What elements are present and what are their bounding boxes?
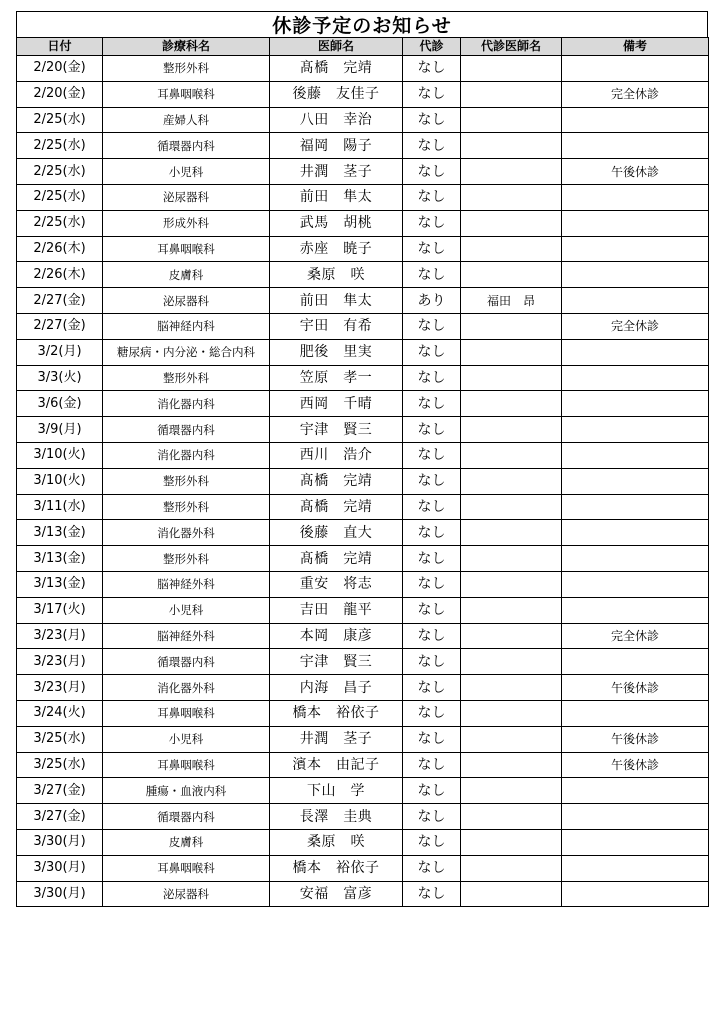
row-doctor: 濱本 由記子: [270, 752, 403, 778]
row-doctor: 重安 将志: [270, 571, 403, 597]
row-department: 整形外科: [103, 546, 270, 572]
row-note: [562, 236, 709, 262]
row-note: [562, 417, 709, 443]
row-department: 消化器内科: [103, 391, 270, 417]
row-department: 循環器内科: [103, 133, 270, 159]
table-row: [17, 417, 709, 443]
row-note: 午後休診: [562, 159, 709, 185]
row-department: 腫瘍・血液内科: [103, 778, 270, 804]
table-row: [17, 107, 709, 133]
row-substitute: なし: [403, 881, 461, 907]
row-department: 泌尿器科: [103, 881, 270, 907]
row-substitute: なし: [403, 546, 461, 572]
row-department: 糖尿病・内分泌・総合内科: [103, 339, 270, 365]
header-date: 日付: [17, 38, 103, 56]
row-substitute-doctor: [461, 778, 562, 804]
row-department: 整形外科: [103, 468, 270, 494]
row-doctor: 西岡 千晴: [270, 391, 403, 417]
row-note: [562, 210, 709, 236]
row-substitute-doctor: [461, 391, 562, 417]
row-substitute-doctor: [461, 804, 562, 830]
row-note: [562, 855, 709, 881]
header-substitute-doctor: 代診医師名: [461, 38, 562, 56]
table-row: [17, 520, 709, 546]
row-doctor: 桑原 咲: [270, 262, 403, 288]
row-substitute: なし: [403, 829, 461, 855]
row-date: 3/23(月): [17, 675, 103, 701]
page-title: 休診予定のお知らせ: [16, 11, 708, 37]
row-note: [562, 881, 709, 907]
row-note: [562, 597, 709, 623]
row-department: 耳鼻咽喉科: [103, 752, 270, 778]
row-doctor: 桑原 咲: [270, 829, 403, 855]
table-row: [17, 778, 709, 804]
row-substitute: なし: [403, 236, 461, 262]
row-doctor: 前田 隼太: [270, 288, 403, 314]
row-department: 泌尿器科: [103, 184, 270, 210]
row-department: 消化器外科: [103, 520, 270, 546]
row-note: [562, 133, 709, 159]
row-date: 3/23(月): [17, 623, 103, 649]
row-date: 3/30(月): [17, 829, 103, 855]
table-row: [17, 81, 709, 107]
row-department: 脳神経外科: [103, 623, 270, 649]
row-department: 整形外科: [103, 494, 270, 520]
row-doctor: 長澤 圭典: [270, 804, 403, 830]
row-doctor: 宇津 賢三: [270, 417, 403, 443]
row-note: [562, 468, 709, 494]
row-date: 3/11(水): [17, 494, 103, 520]
row-doctor: 髙橋 完靖: [270, 56, 403, 82]
row-department: 耳鼻咽喉科: [103, 855, 270, 881]
row-department: 小児科: [103, 159, 270, 185]
row-department: 循環器内科: [103, 417, 270, 443]
row-doctor: 髙橋 完靖: [270, 494, 403, 520]
row-substitute: なし: [403, 726, 461, 752]
row-substitute: なし: [403, 210, 461, 236]
header-substitute: 代診: [403, 38, 461, 56]
row-substitute-doctor: [461, 210, 562, 236]
row-doctor: 笠原 孝一: [270, 365, 403, 391]
row-substitute: なし: [403, 675, 461, 701]
row-date: 3/10(火): [17, 442, 103, 468]
table-row: [17, 391, 709, 417]
row-date: 2/25(水): [17, 184, 103, 210]
table-row: [17, 726, 709, 752]
row-substitute-doctor: [461, 881, 562, 907]
row-substitute-doctor: [461, 313, 562, 339]
row-department: 脳神経内科: [103, 313, 270, 339]
row-substitute: なし: [403, 133, 461, 159]
row-substitute-doctor: [461, 81, 562, 107]
row-note: [562, 442, 709, 468]
row-substitute-doctor: [461, 107, 562, 133]
row-substitute: なし: [403, 159, 461, 185]
row-substitute-doctor: [461, 262, 562, 288]
row-doctor: 髙橋 完靖: [270, 468, 403, 494]
row-doctor: 安福 富彦: [270, 881, 403, 907]
row-date: 2/25(水): [17, 210, 103, 236]
row-substitute-doctor: [461, 56, 562, 82]
row-note: [562, 107, 709, 133]
row-note: [562, 391, 709, 417]
row-date: 3/24(火): [17, 700, 103, 726]
row-note: [562, 184, 709, 210]
row-substitute-doctor: [461, 649, 562, 675]
row-date: 3/13(金): [17, 520, 103, 546]
row-substitute-doctor: [461, 184, 562, 210]
row-date: 3/25(水): [17, 726, 103, 752]
table-row: [17, 649, 709, 675]
row-note: [562, 339, 709, 365]
table-row: [17, 881, 709, 907]
row-substitute-doctor: [461, 468, 562, 494]
row-department: 泌尿器科: [103, 288, 270, 314]
row-doctor: 髙橋 完靖: [270, 546, 403, 572]
row-note: [562, 56, 709, 82]
row-department: 循環器内科: [103, 804, 270, 830]
row-substitute: なし: [403, 107, 461, 133]
row-doctor: 橋本 裕依子: [270, 700, 403, 726]
schedule-sheet: [16, 11, 708, 907]
row-doctor: 内海 昌子: [270, 675, 403, 701]
row-department: 脳神経外科: [103, 571, 270, 597]
row-department: 小児科: [103, 726, 270, 752]
row-substitute: なし: [403, 262, 461, 288]
row-department: 消化器内科: [103, 442, 270, 468]
row-department: 耳鼻咽喉科: [103, 81, 270, 107]
row-substitute: なし: [403, 56, 461, 82]
row-substitute: なし: [403, 365, 461, 391]
row-substitute-doctor: [461, 829, 562, 855]
row-date: 3/13(金): [17, 571, 103, 597]
row-date: 3/30(月): [17, 881, 103, 907]
row-substitute-doctor: 福田 昂: [461, 288, 562, 314]
row-substitute: なし: [403, 391, 461, 417]
table-row: [17, 313, 709, 339]
row-substitute-doctor: [461, 546, 562, 572]
row-date: 3/17(火): [17, 597, 103, 623]
header-doctor: 医師名: [270, 38, 403, 56]
table-row: [17, 468, 709, 494]
row-date: 2/25(水): [17, 133, 103, 159]
row-substitute: なし: [403, 417, 461, 443]
row-note: 完全休診: [562, 81, 709, 107]
row-doctor: 後藤 友佳子: [270, 81, 403, 107]
row-note: [562, 571, 709, 597]
table-row: [17, 623, 709, 649]
row-date: 3/13(金): [17, 546, 103, 572]
table-row: [17, 494, 709, 520]
row-substitute: なし: [403, 855, 461, 881]
row-date: 3/23(月): [17, 649, 103, 675]
row-note: 午後休診: [562, 752, 709, 778]
row-note: [562, 288, 709, 314]
row-note: 午後休診: [562, 675, 709, 701]
header-department: 診療科名: [103, 38, 270, 56]
table-row: [17, 339, 709, 365]
row-doctor: 福岡 陽子: [270, 133, 403, 159]
row-substitute-doctor: [461, 726, 562, 752]
row-note: [562, 520, 709, 546]
row-substitute-doctor: [461, 494, 562, 520]
header-row: [17, 38, 709, 56]
row-substitute-doctor: [461, 752, 562, 778]
row-substitute-doctor: [461, 133, 562, 159]
row-note: 完全休診: [562, 313, 709, 339]
row-doctor: 吉田 龍平: [270, 597, 403, 623]
table-row: [17, 288, 709, 314]
row-note: 午後休診: [562, 726, 709, 752]
row-substitute-doctor: [461, 700, 562, 726]
table-row: [17, 133, 709, 159]
row-substitute: なし: [403, 339, 461, 365]
row-doctor: 下山 学: [270, 778, 403, 804]
table-row: [17, 700, 709, 726]
row-note: [562, 829, 709, 855]
row-substitute: なし: [403, 597, 461, 623]
table-row: [17, 675, 709, 701]
row-substitute-doctor: [461, 855, 562, 881]
row-substitute-doctor: [461, 365, 562, 391]
row-date: 2/25(水): [17, 107, 103, 133]
table-row: [17, 546, 709, 572]
table-row: [17, 855, 709, 881]
row-substitute: なし: [403, 313, 461, 339]
row-substitute: なし: [403, 649, 461, 675]
row-date: 2/20(金): [17, 56, 103, 82]
row-doctor: 井潤 茎子: [270, 159, 403, 185]
table-row: [17, 56, 709, 82]
row-substitute: なし: [403, 804, 461, 830]
table-row: [17, 829, 709, 855]
table-row: [17, 365, 709, 391]
row-date: 3/25(水): [17, 752, 103, 778]
row-substitute: なし: [403, 571, 461, 597]
table-row: [17, 597, 709, 623]
table-row: [17, 571, 709, 597]
row-department: 循環器内科: [103, 649, 270, 675]
row-department: 皮膚科: [103, 262, 270, 288]
header-note: 備考: [562, 38, 709, 56]
row-note: 完全休診: [562, 623, 709, 649]
row-doctor: 西川 浩介: [270, 442, 403, 468]
table-row: [17, 159, 709, 185]
row-substitute: なし: [403, 442, 461, 468]
row-note: [562, 262, 709, 288]
row-note: [562, 546, 709, 572]
table-row: [17, 262, 709, 288]
row-date: 3/27(金): [17, 804, 103, 830]
row-date: 3/10(火): [17, 468, 103, 494]
row-department: 耳鼻咽喉科: [103, 700, 270, 726]
row-note: [562, 804, 709, 830]
table-row: [17, 752, 709, 778]
row-doctor: 武馬 胡桃: [270, 210, 403, 236]
row-substitute-doctor: [461, 623, 562, 649]
row-doctor: 前田 隼太: [270, 184, 403, 210]
row-substitute: あり: [403, 288, 461, 314]
row-substitute: なし: [403, 700, 461, 726]
row-substitute-doctor: [461, 520, 562, 546]
row-substitute: なし: [403, 752, 461, 778]
table-row: [17, 236, 709, 262]
row-note: [562, 365, 709, 391]
row-doctor: 八田 幸治: [270, 107, 403, 133]
row-department: 産婦人科: [103, 107, 270, 133]
table-body: [17, 56, 709, 907]
row-substitute-doctor: [461, 442, 562, 468]
row-date: 3/3(火): [17, 365, 103, 391]
table-row: [17, 184, 709, 210]
row-department: 耳鼻咽喉科: [103, 236, 270, 262]
closure-table: [16, 37, 709, 907]
row-note: [562, 778, 709, 804]
row-substitute-doctor: [461, 675, 562, 701]
row-note: [562, 649, 709, 675]
table-row: [17, 210, 709, 236]
table-row: [17, 442, 709, 468]
row-department: 整形外科: [103, 56, 270, 82]
row-date: 3/2(月): [17, 339, 103, 365]
row-date: 2/20(金): [17, 81, 103, 107]
row-substitute: なし: [403, 623, 461, 649]
row-department: 小児科: [103, 597, 270, 623]
row-date: 3/6(金): [17, 391, 103, 417]
row-date: 2/26(木): [17, 262, 103, 288]
row-doctor: 橋本 裕依子: [270, 855, 403, 881]
row-department: 形成外科: [103, 210, 270, 236]
row-doctor: 赤座 暁子: [270, 236, 403, 262]
table-row: [17, 804, 709, 830]
row-date: 3/9(月): [17, 417, 103, 443]
row-doctor: 本岡 康彦: [270, 623, 403, 649]
row-doctor: 宇田 有希: [270, 313, 403, 339]
row-doctor: 宇津 賢三: [270, 649, 403, 675]
row-doctor: 後藤 直大: [270, 520, 403, 546]
row-substitute: なし: [403, 520, 461, 546]
row-date: 2/27(金): [17, 313, 103, 339]
row-note: [562, 494, 709, 520]
row-doctor: 井潤 茎子: [270, 726, 403, 752]
row-date: 3/30(月): [17, 855, 103, 881]
row-substitute-doctor: [461, 417, 562, 443]
row-substitute: なし: [403, 81, 461, 107]
row-department: 整形外科: [103, 365, 270, 391]
row-substitute-doctor: [461, 597, 562, 623]
row-department: 皮膚科: [103, 829, 270, 855]
row-substitute-doctor: [461, 159, 562, 185]
row-date: 2/25(水): [17, 159, 103, 185]
row-department: 消化器外科: [103, 675, 270, 701]
row-date: 2/27(金): [17, 288, 103, 314]
row-substitute: なし: [403, 494, 461, 520]
row-substitute-doctor: [461, 571, 562, 597]
row-date: 3/27(金): [17, 778, 103, 804]
row-date: 2/26(木): [17, 236, 103, 262]
row-substitute-doctor: [461, 236, 562, 262]
row-note: [562, 700, 709, 726]
row-substitute: なし: [403, 468, 461, 494]
row-substitute-doctor: [461, 339, 562, 365]
row-substitute: なし: [403, 778, 461, 804]
row-substitute: なし: [403, 184, 461, 210]
row-doctor: 肥後 里実: [270, 339, 403, 365]
